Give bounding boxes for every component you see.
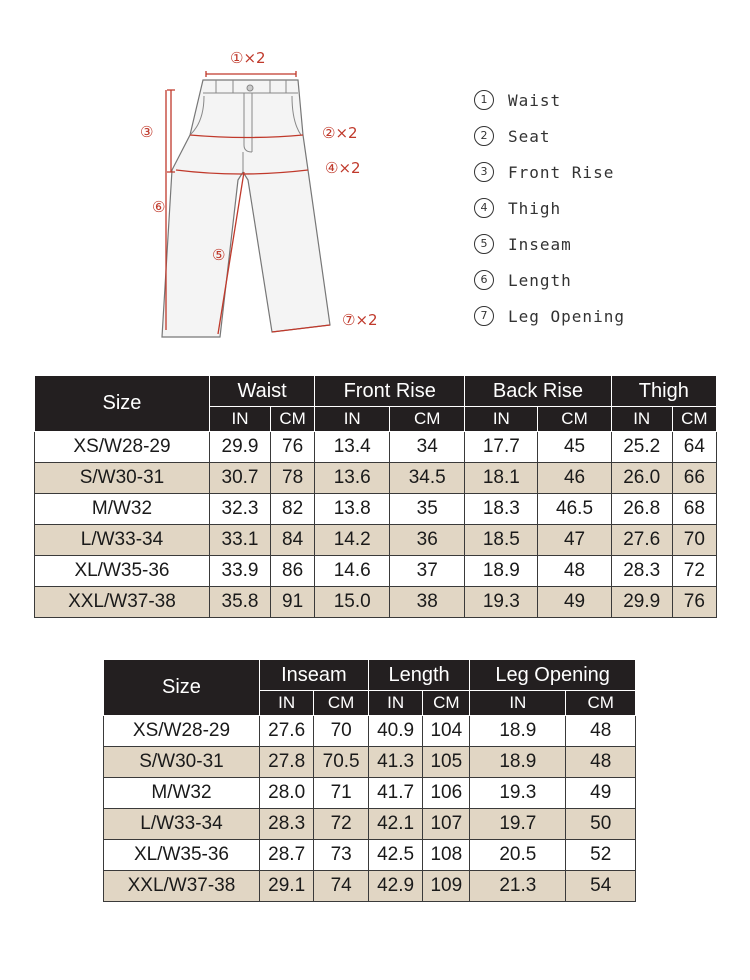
size-cell: L/W33-34: [35, 525, 210, 556]
value-cell: 26.8: [611, 494, 672, 525]
unit-in: IN: [611, 407, 672, 432]
value-cell: 38: [390, 587, 465, 618]
value-cell: 29.9: [209, 432, 270, 463]
table-row: [104, 809, 636, 840]
value-cell: 18.9: [470, 716, 566, 747]
legend-item: [474, 190, 714, 226]
number-badge: 1: [474, 90, 494, 110]
unit-cm: CM: [423, 691, 470, 716]
value-cell: 108: [423, 840, 470, 871]
value-cell: 28.7: [259, 840, 313, 871]
number-badge: 6: [474, 270, 494, 290]
value-cell: 64: [672, 432, 716, 463]
table-row: [35, 494, 717, 525]
unit-cm: CM: [314, 691, 368, 716]
size-column-header: Size: [104, 660, 260, 716]
value-cell: 13.8: [315, 494, 390, 525]
value-cell: 70: [672, 525, 716, 556]
legend-label: Front Rise: [508, 162, 615, 182]
unit-in: IN: [368, 691, 422, 716]
unit-cm: CM: [271, 407, 315, 432]
table-row: [35, 556, 717, 587]
table-row: [104, 778, 636, 809]
leg-opening-label: ⑦×2: [342, 311, 378, 329]
value-cell: 34: [390, 432, 465, 463]
table-row: [35, 463, 717, 494]
back-rise-header: Back Rise: [465, 376, 611, 407]
value-cell: 18.1: [465, 463, 538, 494]
waist-header: Waist: [209, 376, 314, 407]
size-cell: M/W32: [104, 778, 260, 809]
number-badge: 2: [474, 126, 494, 146]
size-cell: XL/W35-36: [104, 840, 260, 871]
value-cell: 27.6: [259, 716, 313, 747]
value-cell: 104: [423, 716, 470, 747]
value-cell: 26.0: [611, 463, 672, 494]
value-cell: 48: [566, 716, 636, 747]
front-rise-label: ③: [140, 123, 154, 141]
value-cell: 18.3: [465, 494, 538, 525]
table-row: [35, 432, 717, 463]
value-cell: 28.3: [611, 556, 672, 587]
unit-in: IN: [470, 691, 566, 716]
legend-item: [474, 226, 714, 262]
value-cell: 27.8: [259, 747, 313, 778]
value-cell: 78: [271, 463, 315, 494]
unit-in: IN: [315, 407, 390, 432]
unit-cm: CM: [566, 691, 636, 716]
value-cell: 37: [390, 556, 465, 587]
legend-item: [474, 262, 714, 298]
size-table-upper: [34, 375, 717, 618]
size-cell: S/W30-31: [104, 747, 260, 778]
value-cell: 76: [271, 432, 315, 463]
thigh-header: Thigh: [611, 376, 716, 407]
value-cell: 47: [538, 525, 611, 556]
unit-cm: CM: [672, 407, 716, 432]
length-header: Length: [368, 660, 469, 691]
value-cell: 41.7: [368, 778, 422, 809]
pants-measurement-diagram: [120, 40, 420, 350]
number-badge: 3: [474, 162, 494, 182]
value-cell: 66: [672, 463, 716, 494]
value-cell: 84: [271, 525, 315, 556]
value-cell: 73: [314, 840, 368, 871]
value-cell: 74: [314, 871, 368, 902]
button: [247, 85, 253, 91]
value-cell: 29.1: [259, 871, 313, 902]
value-cell: 28.3: [259, 809, 313, 840]
legend-label: Leg Opening: [508, 306, 625, 326]
waist-label: ①×2: [230, 49, 266, 67]
unit-in: IN: [259, 691, 313, 716]
size-cell: XL/W35-36: [35, 556, 210, 587]
value-cell: 48: [566, 747, 636, 778]
value-cell: 35: [390, 494, 465, 525]
value-cell: 68: [672, 494, 716, 525]
value-cell: 42.9: [368, 871, 422, 902]
unit-cm: CM: [538, 407, 611, 432]
table-row: [104, 840, 636, 871]
value-cell: 50: [566, 809, 636, 840]
number-badge: 7: [474, 306, 494, 326]
legend-item: [474, 118, 714, 154]
table-row: [35, 587, 717, 618]
value-cell: 45: [538, 432, 611, 463]
size-cell: S/W30-31: [35, 463, 210, 494]
value-cell: 71: [314, 778, 368, 809]
value-cell: 49: [566, 778, 636, 809]
value-cell: 28.0: [259, 778, 313, 809]
value-cell: 14.6: [315, 556, 390, 587]
value-cell: 21.3: [470, 871, 566, 902]
value-cell: 33.1: [209, 525, 270, 556]
legend-label: Waist: [508, 90, 562, 110]
size-cell: L/W33-34: [104, 809, 260, 840]
value-cell: 54: [566, 871, 636, 902]
number-badge: 4: [474, 198, 494, 218]
value-cell: 18.9: [470, 747, 566, 778]
value-cell: 15.0: [315, 587, 390, 618]
value-cell: 25.2: [611, 432, 672, 463]
size-cell: XXL/W37-38: [104, 871, 260, 902]
value-cell: 42.5: [368, 840, 422, 871]
value-cell: 105: [423, 747, 470, 778]
unit-in: IN: [209, 407, 270, 432]
size-column-header: Size: [35, 376, 210, 432]
value-cell: 35.8: [209, 587, 270, 618]
value-cell: 40.9: [368, 716, 422, 747]
table-row: [104, 871, 636, 902]
seat-label: ②×2: [322, 124, 358, 142]
value-cell: 76: [672, 587, 716, 618]
value-cell: 32.3: [209, 494, 270, 525]
size-table-lower: [103, 659, 636, 902]
value-cell: 14.2: [315, 525, 390, 556]
size-cell: XS/W28-29: [35, 432, 210, 463]
unit-cm: CM: [390, 407, 465, 432]
value-cell: 30.7: [209, 463, 270, 494]
value-cell: 72: [314, 809, 368, 840]
value-cell: 13.4: [315, 432, 390, 463]
table-row: [35, 525, 717, 556]
value-cell: 48: [538, 556, 611, 587]
measurement-legend: [474, 82, 714, 334]
value-cell: 41.3: [368, 747, 422, 778]
value-cell: 70.5: [314, 747, 368, 778]
value-cell: 29.9: [611, 587, 672, 618]
value-cell: 109: [423, 871, 470, 902]
value-cell: 36: [390, 525, 465, 556]
size-cell: M/W32: [35, 494, 210, 525]
value-cell: 46: [538, 463, 611, 494]
value-cell: 18.5: [465, 525, 538, 556]
front-rise-header: Front Rise: [315, 376, 465, 407]
legend-label: Thigh: [508, 198, 562, 218]
value-cell: 52: [566, 840, 636, 871]
value-cell: 107: [423, 809, 470, 840]
length-label: ⑥: [152, 198, 166, 216]
value-cell: 82: [271, 494, 315, 525]
legend-label: Seat: [508, 126, 551, 146]
value-cell: 91: [271, 587, 315, 618]
value-cell: 27.6: [611, 525, 672, 556]
value-cell: 17.7: [465, 432, 538, 463]
size-cell: XXL/W37-38: [35, 587, 210, 618]
thigh-label: ④×2: [325, 159, 361, 177]
value-cell: 20.5: [470, 840, 566, 871]
legend-item: [474, 82, 714, 118]
value-cell: 19.3: [470, 778, 566, 809]
value-cell: 13.6: [315, 463, 390, 494]
leg-opening-header: Leg Opening: [470, 660, 636, 691]
legend-item: [474, 298, 714, 334]
unit-in: IN: [465, 407, 538, 432]
value-cell: 18.9: [465, 556, 538, 587]
table-row: [104, 716, 636, 747]
value-cell: 106: [423, 778, 470, 809]
value-cell: 46.5: [538, 494, 611, 525]
legend-label: Length: [508, 270, 572, 290]
number-badge: 5: [474, 234, 494, 254]
value-cell: 86: [271, 556, 315, 587]
legend-label: Inseam: [508, 234, 572, 254]
value-cell: 42.1: [368, 809, 422, 840]
table-row: [104, 747, 636, 778]
value-cell: 70: [314, 716, 368, 747]
legend-item: [474, 154, 714, 190]
size-cell: XS/W28-29: [104, 716, 260, 747]
value-cell: 19.7: [470, 809, 566, 840]
pants-outline: [162, 80, 330, 337]
inseam-header: Inseam: [259, 660, 368, 691]
inseam-label: ⑤: [212, 246, 226, 264]
value-cell: 72: [672, 556, 716, 587]
value-cell: 19.3: [465, 587, 538, 618]
value-cell: 33.9: [209, 556, 270, 587]
value-cell: 49: [538, 587, 611, 618]
value-cell: 34.5: [390, 463, 465, 494]
